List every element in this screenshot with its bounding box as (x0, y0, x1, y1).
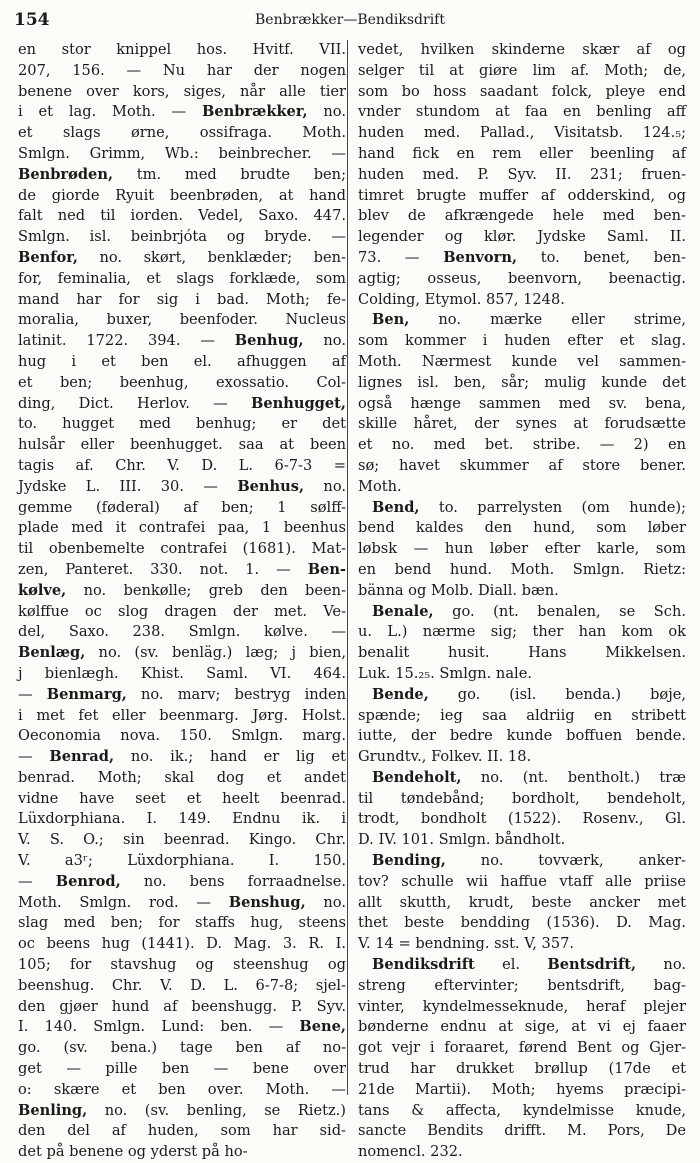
line-text: no. (sv. benläg.) læg; j bien, (85, 644, 346, 662)
line-text: benrad. Moth; skal dog et andet (18, 768, 346, 786)
line-text: — (18, 748, 50, 766)
line-text: løbsk — hun løber efter karle, som (358, 540, 686, 558)
line-text: bønderne endnu at sige, at vi ej faaer (358, 1018, 686, 1036)
text-line (18, 747, 346, 768)
line-text: go. (isl. benda.) bøje, (428, 685, 686, 703)
line-text: o: skære et ben over. Moth. — (18, 1080, 346, 1098)
line-text: Smlgn. Grimm, Wb.: beinbrecher. — (18, 144, 346, 162)
text-line (18, 123, 346, 144)
line-text: hulsår eller beenhugget. saa at been (18, 436, 346, 454)
line-text: en stor knippel hos. Hvitf. VII. (18, 41, 346, 58)
line-text: som kommer i huden efter et slag. (358, 332, 686, 350)
text-line (18, 955, 346, 976)
line-text: to. parrelysten (om hunde); (419, 498, 686, 516)
headword: Bend, (372, 498, 420, 516)
line-text: nomencl. 232. (358, 1143, 463, 1161)
line-text: falt ned til iorden. Vedel, Saxo. 447. (18, 207, 346, 225)
text-line (358, 456, 686, 477)
line-text: benalit husit. Hans Mikkelsen. (358, 644, 686, 662)
text-line (18, 310, 346, 331)
text-line (358, 206, 686, 227)
line-text: no. (636, 956, 686, 974)
text-line (358, 248, 686, 269)
line-text: vnder stundom at faa en benling aff (358, 103, 686, 121)
text-line (358, 269, 686, 290)
line-text: tagis af. Chr. V. D. L. 6-7-3 = (18, 456, 346, 474)
text-line (358, 123, 686, 144)
text-line (358, 1101, 686, 1122)
line-text: V. a3ʳ; Lüxdorphiana. I. 150. (18, 852, 346, 870)
line-text: moralia, buxer, beenfoder. Nucleus (18, 311, 346, 329)
line-text: tov? schulle wii haffue vtaff alle priise (358, 872, 686, 890)
headword: Benfor, (18, 248, 78, 266)
text-line (18, 685, 346, 706)
headword: Benbrøden, (18, 165, 114, 183)
text-line (18, 560, 346, 581)
text-line (358, 414, 686, 435)
text-line (358, 851, 686, 872)
text-line (358, 664, 686, 685)
text-line (18, 809, 346, 830)
text-line (18, 352, 346, 373)
text-line (358, 643, 686, 664)
line-text: plade med it contrafei paa, 1 beenhus (18, 519, 346, 537)
text-line (358, 290, 686, 311)
text-line (18, 602, 346, 623)
line-text: skille håret, der synes at forudsætte (358, 415, 686, 433)
text-line (18, 61, 346, 82)
text-line (358, 165, 686, 186)
text-line (18, 82, 346, 103)
line-text: trud har drukket brøllup (17de et (358, 1060, 686, 1078)
text-line (18, 331, 346, 352)
line-text: no. bens forraadnelse. (120, 872, 347, 890)
headword: Bending, (372, 852, 446, 870)
text-line (18, 248, 346, 269)
text-line (358, 581, 686, 602)
line-text: no. skørt, benklæder; ben- (77, 248, 346, 266)
line-text: no. mærke eller strime, (409, 311, 686, 329)
text-line (358, 1080, 686, 1101)
line-text: til obenbemelte contrafei (1681). Mat- (18, 540, 346, 558)
line-text: et no. med bet. stribe. — 2) en (358, 436, 686, 454)
line-text: vidne have seet et heelt beenrad. (18, 789, 346, 807)
line-text: zen, Panteret. 330. not. 1. — (18, 560, 308, 578)
line-text: slag med ben; for staffs hug, steens (18, 914, 346, 932)
text-line (358, 61, 686, 82)
text-line (18, 498, 346, 519)
headword: Benshug, (228, 893, 306, 911)
text-line (358, 560, 686, 581)
line-text: sancte Bendits drifft. M. Pors, De (358, 1122, 686, 1140)
line-text: no. (nt. bentholt.) træ (461, 768, 686, 786)
line-text: de giorde Ryuit beenbrøden, at hand (18, 186, 346, 204)
text-line (18, 456, 346, 477)
line-text: den gjøer hund af beenshugg. P. Syv. (18, 997, 346, 1015)
line-text: kølffue oc slog dragen der met. Ve- (18, 602, 346, 620)
line-text: hug i et ben el. afhuggen af (18, 352, 346, 370)
line-text: go. (sv. bena.) tage ben af no- (18, 1039, 346, 1057)
headword: Bendiksdrift (372, 956, 475, 974)
text-line (18, 706, 346, 727)
line-text: i et lag. Moth. — (18, 103, 202, 121)
text-line (18, 1142, 346, 1163)
text-line (18, 913, 346, 934)
headword: Bendeholt, (372, 768, 462, 786)
text-line (358, 997, 686, 1018)
line-text: selger til at giøre lim af. Moth; de, (358, 61, 686, 79)
text-line (18, 206, 346, 227)
headword: Benhug, (234, 332, 304, 350)
line-text: Grundtv., Folkev. II. 18. (358, 748, 532, 766)
text-line (358, 809, 686, 830)
line-text: tans & affecta, kyndelmisse knude, (358, 1101, 686, 1119)
text-line (358, 913, 686, 934)
line-text: Moth. Smlgn. rod. — (18, 893, 229, 911)
text-line (18, 435, 346, 456)
text-line (358, 539, 686, 560)
text-line (18, 1059, 346, 1080)
text-line (18, 1101, 346, 1122)
line-text: tm. med brudte ben; (113, 165, 346, 183)
text-line (358, 1059, 686, 1080)
text-line (358, 602, 686, 623)
line-text: gemme (føderal) af ben; 1 sølff- (18, 498, 346, 516)
text-line (358, 331, 686, 352)
line-text: got vejr i foraaret, førend Bent og Gjer- (358, 1039, 686, 1057)
line-text: streng eftervinter; bentsdrift, bag- (358, 976, 686, 994)
line-text: legender og klør. Jydske Saml. II. (358, 228, 686, 246)
line-text: no. (303, 332, 346, 350)
right-column (358, 40, 686, 1161)
line-text: Jydske L. III. 30. — (18, 477, 238, 495)
line-text: Smlgn. isl. beinbrjóta og bryde. — (18, 228, 346, 246)
text-line (358, 352, 686, 373)
text-line (18, 1121, 346, 1142)
text-line (18, 622, 346, 643)
headword: Benrod, (55, 872, 121, 890)
text-line (18, 290, 346, 311)
line-text: no. tovværk, anker- (445, 852, 686, 870)
page-header (14, 10, 686, 34)
headword: Benhugget, (251, 394, 346, 412)
line-text: no. (sv. benling, se Rietz.) (87, 1101, 346, 1119)
text-line (358, 373, 686, 394)
text-line (358, 144, 686, 165)
line-text: et ben; beenhug, exossatio. Col- (18, 373, 346, 391)
column-divider (347, 40, 348, 1095)
text-line (358, 1038, 686, 1059)
line-text: 207, 156. — Nu har der nogen (18, 61, 346, 79)
line-text: også hænge sammen med sv. bena, (358, 394, 686, 412)
line-text: bänna og Molb. Diall. bæn. (358, 581, 559, 599)
text-line (358, 726, 686, 747)
line-text: Lüxdorphiana. I. 149. Endnu ik. i (18, 810, 346, 828)
line-text: vinter, kyndelmesseknude, heraf plejer (358, 997, 686, 1015)
line-text: go. (nt. benalen, se Sch. (433, 602, 686, 620)
line-text: bend kaldes den hund, som løber (358, 519, 686, 537)
headword: Benvorn, (443, 248, 518, 266)
text-line (18, 830, 346, 851)
text-line (358, 768, 686, 789)
text-line (358, 893, 686, 914)
text-line (358, 227, 686, 248)
text-line (358, 789, 686, 810)
text-line (18, 997, 346, 1018)
text-line (358, 40, 686, 61)
line-text: benene over kors, siges, når alle tier (18, 82, 346, 100)
text-line (18, 539, 346, 560)
line-text: iutte, der bedre kunde boffuen bende. (358, 727, 686, 745)
text-line (18, 394, 346, 415)
line-text: vedet, hvilken skinderne skær af og (358, 41, 686, 58)
line-text: en bend hund. Moth. Smlgn. Rietz: (358, 560, 686, 578)
text-line (18, 186, 346, 207)
text-line (18, 373, 346, 394)
text-line (358, 955, 686, 976)
text-line (18, 518, 346, 539)
text-line (18, 40, 346, 61)
line-text: sø; havet skummer af store bener. (358, 456, 686, 474)
text-line (18, 934, 346, 955)
line-text: et slags ørne, ossifraga. Moth. (18, 124, 346, 142)
line-text: D. IV. 101. Smlgn. båndholt. (358, 831, 566, 849)
line-text: Moth. Nærmest kunde vel sammen- (358, 352, 686, 370)
text-line (18, 581, 346, 602)
text-line (358, 872, 686, 893)
text-line (358, 622, 686, 643)
line-text: — (18, 685, 47, 703)
line-text: lignes isl. ben, sår; mulig kunde det (358, 373, 686, 391)
text-line (18, 664, 346, 685)
line-text: hand fick en rem eller beenling af (358, 144, 686, 162)
headword: Benale, (372, 602, 434, 620)
text-line (18, 789, 346, 810)
line-text: no. marv; bestryg inden (126, 685, 347, 703)
text-line (358, 1017, 686, 1038)
text-line (358, 747, 686, 768)
text-line (18, 227, 346, 248)
line-text: 105; for stavshug og steenshug og (18, 956, 346, 974)
text-line (18, 414, 346, 435)
text-line (358, 498, 686, 519)
line-text: blev de afkrængede hele med ben- (358, 207, 686, 225)
line-text: I. 140. Smlgn. Lund: ben. — (18, 1018, 300, 1036)
line-text: 73. — (358, 248, 444, 266)
line-text: i met fet eller beenmarg. Jørg. Holst. (18, 706, 346, 724)
line-text: 21de Martii). Moth; hyems præcipi- (358, 1080, 686, 1098)
line-text: Oeconomia nova. 150. Smlgn. marg. (18, 727, 346, 745)
text-line (18, 269, 346, 290)
text-line (18, 1038, 346, 1059)
line-text: til tøndebånd; bordholt, bendeholt, (358, 789, 686, 807)
line-text: for, feminalia, et slags forklæde, som (18, 269, 346, 287)
headword: Ben, (372, 311, 410, 329)
line-text: agtig; osseus, beenvorn, beenactig. (358, 269, 686, 287)
line-text: beenshug. Chr. V. D. L. 6-7-8; sjel- (18, 976, 346, 994)
line-text: no. benkølle; greb den been- (66, 581, 346, 599)
headword: Benhus, (237, 477, 305, 495)
line-text: get — pille ben — bene over (18, 1060, 346, 1078)
line-text: no. (305, 893, 346, 911)
line-text: oc beens hug (1441). D. Mag. 3. R. I. (18, 935, 346, 953)
line-text: u. L.) nærme sig; ther han kom ok (358, 623, 686, 641)
line-text: timret brugte muffer af odderskind, og (358, 186, 686, 204)
line-text: ding, Dict. Herlov. — (18, 394, 252, 412)
line-text: som bo hoss saadant folck, pleye end (358, 82, 686, 100)
text-line (18, 144, 346, 165)
line-text: det på benene og yderst på ho- (18, 1143, 248, 1161)
headword: Benbrækker, (201, 103, 308, 121)
text-line (358, 934, 686, 955)
text-line (18, 1017, 346, 1038)
line-text: huden med. P. Syv. II. 231; fruen- (358, 165, 686, 183)
text-line (358, 394, 686, 415)
text-line (358, 518, 686, 539)
headword: Benling, (18, 1101, 88, 1119)
text-line (18, 872, 346, 893)
text-line (18, 976, 346, 997)
line-text: el. (474, 956, 548, 974)
headword: Benrad, (49, 748, 115, 766)
line-text: den del af huden, som har sid- (18, 1122, 346, 1140)
text-line (358, 435, 686, 456)
text-line (358, 976, 686, 997)
text-line (358, 1121, 686, 1142)
line-text: huden med. Pallad., Visitatsb. 124.₅; (358, 124, 686, 142)
line-text: V. 14 = bendning. sst. V, 357. (358, 935, 575, 953)
headword: Benlæg, (18, 644, 86, 662)
headword: Bentsdrift, (547, 956, 637, 974)
text-line (358, 830, 686, 851)
text-line (18, 643, 346, 664)
line-text: latinit. 1722. 394. — (18, 332, 235, 350)
text-line (18, 768, 346, 789)
headword: Benmarg, (46, 685, 127, 703)
text-line (358, 102, 686, 123)
text-line (358, 477, 686, 498)
text-line (358, 186, 686, 207)
line-text: trodt, bondholt (1522). Rosenv., Gl. (358, 810, 686, 828)
text-line (18, 477, 346, 498)
text-line (18, 851, 346, 872)
text-line (18, 165, 346, 186)
line-text: Moth. (358, 477, 402, 495)
text-line (18, 1080, 346, 1101)
line-text: no. (304, 477, 346, 495)
line-text: del, Saxo. 238. Smlgn. kølve. — (18, 623, 346, 641)
line-text: spænde; ieg saa aldriig en stribett (358, 706, 686, 724)
line-text: no. (307, 103, 346, 121)
line-text: V. S. O.; sin beenrad. Kingo. Chr. (18, 831, 346, 849)
headword: Bende, (372, 685, 429, 703)
line-text: Luk. 15.₂₅. Smlgn. nale. (358, 664, 532, 682)
text-line (358, 706, 686, 727)
line-text: j bienlægh. Khist. Saml. VI. 464. (18, 664, 346, 682)
line-text: no. ik.; hand er lig et (114, 748, 346, 766)
line-text: Colding, Etymol. 857, 1248. (358, 290, 565, 308)
line-text: to. hugget med benhug; er det (18, 415, 346, 433)
line-text: allt skutth, krudt, beste ancker met (358, 893, 686, 911)
left-column (18, 40, 347, 1161)
text-line (18, 893, 346, 914)
text-line (18, 102, 346, 123)
line-text: mand har for sig i bad. Moth; fe- (18, 290, 346, 308)
line-text: — (18, 872, 56, 890)
headword: Bene, (299, 1018, 346, 1036)
text-line (18, 726, 346, 747)
line-text: thet beste bendding (1536). D. Mag. (358, 914, 686, 932)
page-number: 154 (14, 10, 50, 30)
line-text: to. benet, ben- (517, 248, 686, 266)
headword: kølve, (18, 581, 67, 599)
text-line (358, 82, 686, 103)
headword: Ben- (307, 560, 346, 578)
text-line (358, 1142, 686, 1163)
text-line (358, 685, 686, 706)
running-head: Benbrækker—Bendiksdrift (255, 12, 445, 28)
text-line (358, 310, 686, 331)
